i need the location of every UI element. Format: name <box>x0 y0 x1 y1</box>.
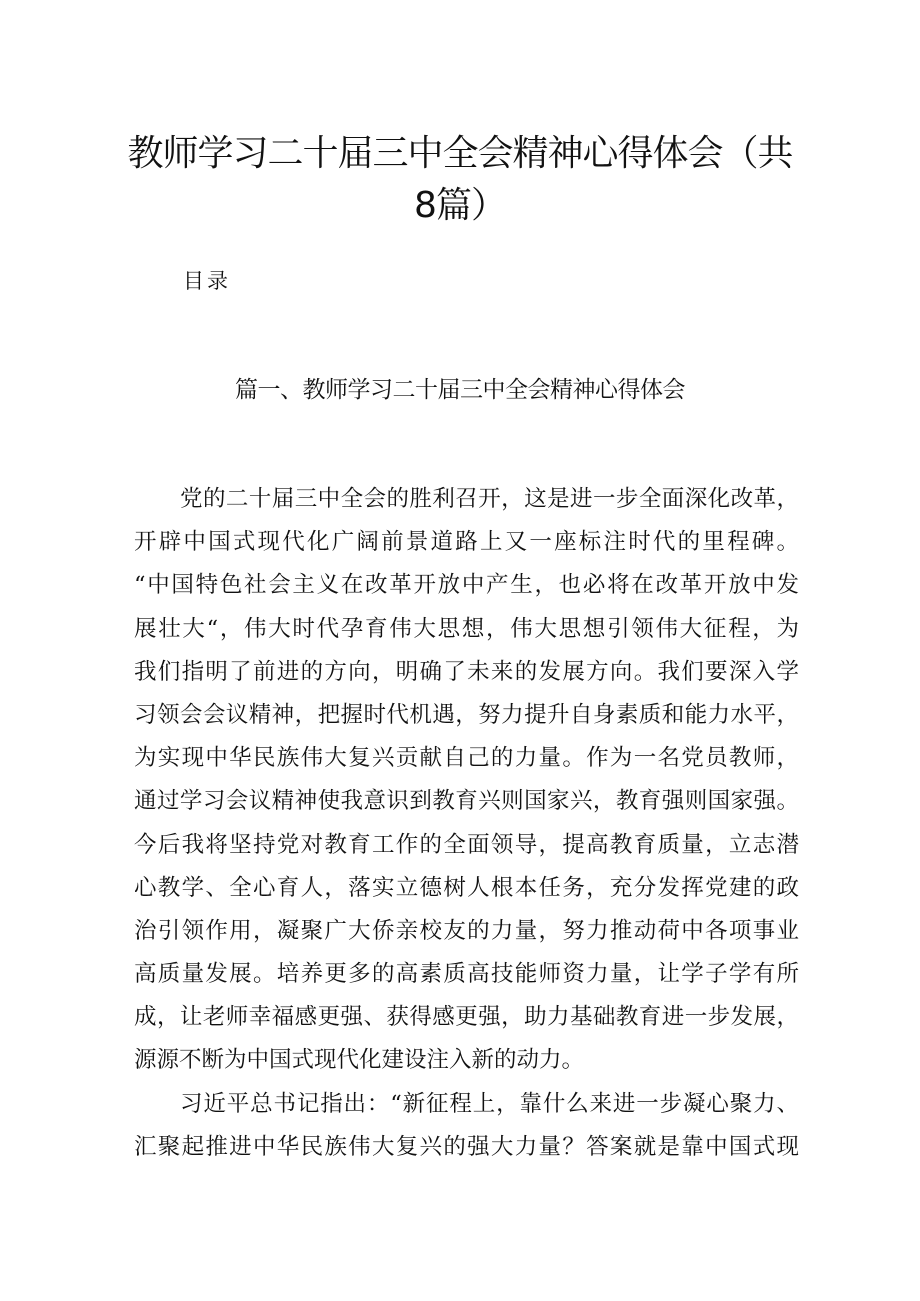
text-line: 汇聚起推进中华民族伟大复兴的强大力量？答案就是靠中国式现 <box>134 1133 799 1160</box>
text-line: 习领会会议精神，把握时代机遇，努力提升自身素质和能力水平， <box>134 701 799 728</box>
document-title <box>120 128 800 232</box>
text-line: 开辟中国式现代化广阔前景道路上又一座标注时代的里程碑。 <box>134 529 799 556</box>
text-line: 通过学习会议精神使我意识到教育兴则国家兴，教育强则国家强。 <box>134 788 799 815</box>
text-line: 习近平总书记指出：“新征程上，靠什么来进一步凝心聚力、 <box>180 1090 799 1117</box>
text-line: 高质量发展。培养更多的高素质高技能师资力量，让学子学有所 <box>134 961 799 988</box>
document-body <box>134 478 799 1169</box>
text-line: 治引领作用，凝聚广大侨亲校友的力量，努力推动荷中各项事业 <box>134 917 799 944</box>
section-heading: 篇一、教师学习二十届三中全会精神心得体会 <box>235 377 685 403</box>
text-line: 源源不断为中国式现代化建设注入新的动力。 <box>134 1047 585 1074</box>
text-line: 今后我将坚持党对教育工作的全面领导，提高教育质量，立志潜 <box>134 831 799 858</box>
text-line: 成，让老师幸福感更强、获得感更强，助力基础教育进一步发展， <box>134 1004 799 1031</box>
document-title-line-2: 8篇） <box>414 185 506 226</box>
text-line: 党的二十届三中全会的胜利召开，这是进一步全面深化改革， <box>180 486 799 512</box>
paragraph-2 <box>134 1083 799 1169</box>
text-line: 为实现中华民族伟大复兴贡献自己的力量。作为一名党员教师， <box>134 745 799 772</box>
text-line: 心教学、全心育人，落实立德树人根本任务，充分发挥党建的政 <box>134 874 799 901</box>
text-line: 我们指明了前进的方向，明确了未来的发展方向。我们要深入学 <box>134 658 799 685</box>
text-line: “中国特色社会主义在改革开放中产生，也必将在改革开放中发 <box>134 572 799 599</box>
paragraph-1 <box>134 478 799 1083</box>
table-of-contents-label: 目录 <box>183 269 231 293</box>
text-line: 展壮大“，伟大时代孕育伟大思想，伟大思想引领伟大征程，为 <box>134 615 799 642</box>
document-title-line-1: 教师学习二十届三中全会精神心得体会（共 <box>127 133 793 174</box>
